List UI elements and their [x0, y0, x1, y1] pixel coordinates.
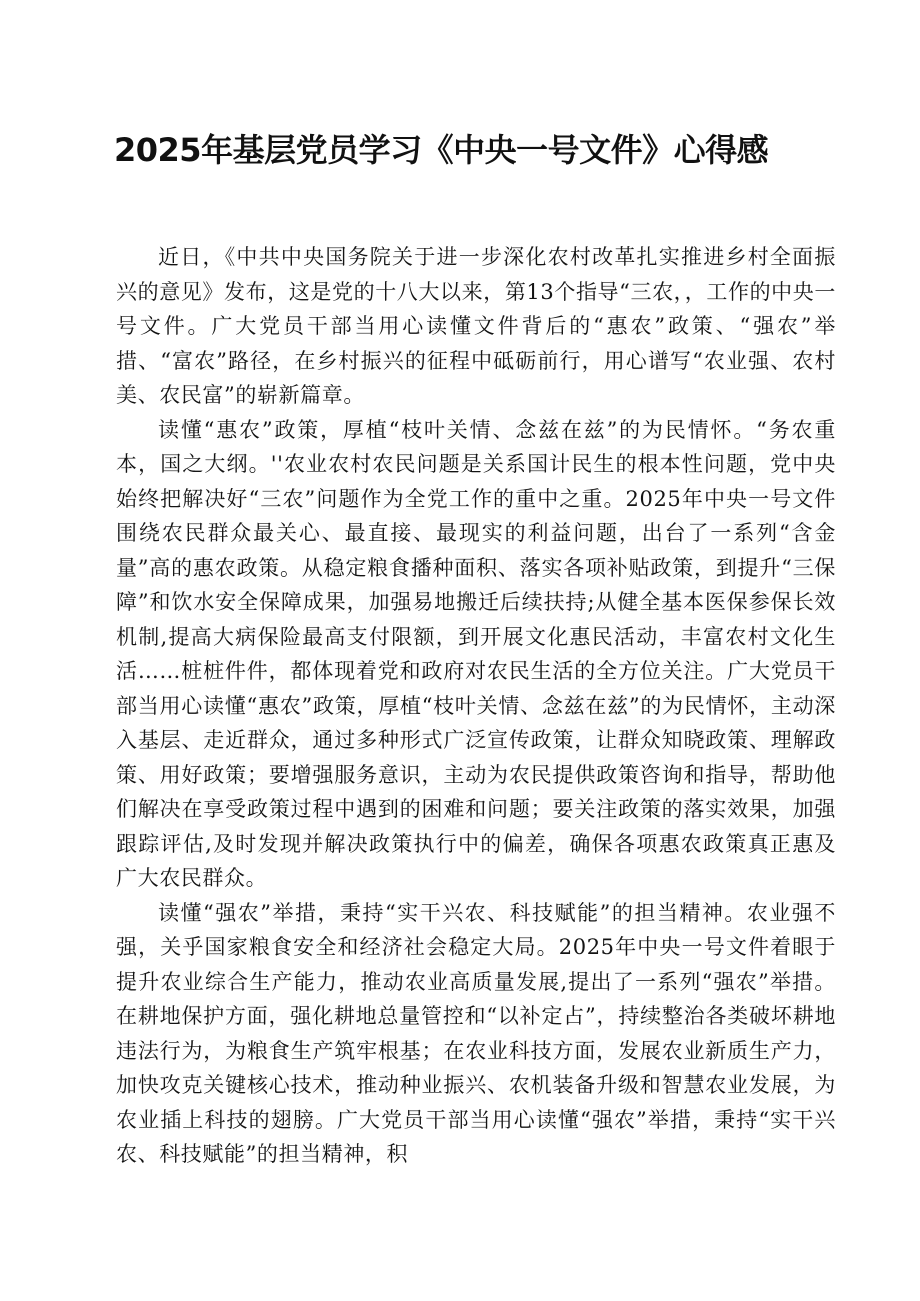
document-title: 2025年基层党员学习《中央一号文件》心得感: [114, 131, 769, 169]
document-body: [116, 240, 836, 1172]
paragraph-huinong: 读懂“惠农”政策，厚植“枝叶关情、念兹在兹”的为民情怀。“务农重本，国之大纲。''农业农村农民问题是关系国计民生的根本性问题，党中央始终把解决好“三农”问题作为全党工作的重中之重。2025年中央一号文件围绕农民群众最关心、最直接、最现实的利益问题，出台了一系列“含金量”高的惠农政策。从稳定粮食播种面积、落实各项补贴政策，到提升“三保障”和饮水安全保障成果，加强易地搬迁后续扶持;从健全基本医保参保长效机制,提高大病保险最高支付限额，到开展文化惠民活动，丰富农村文化生活……桩桩件件，都体现着党和政府对农民生活的全方位关注。广大党员干部当用心读懂“惠农”政策，厚植“枝叶关情、念兹在兹”的为民情怀，主动深入基层、走近群众，通过多种形式广泛宣传政策，让群众知晓政策、理解政策、用好政策；要增强服务意识，主动为农民提供政策咨询和指导，帮助他们解决在享受政策过程中遇到的困难和问题；要关注政策的落实效果，加强跟踪评估,及时发现并解决政策执行中的偏差，确保各项惠农政策真正惠及广大农民群众。: [116, 417, 836, 890]
paragraph-intro: 近日，《中共中央国务院关于进一步深化农村改革扎实推进乡村全面振兴的意见》发布，这是党的十八大以来，第13个指导“三农，，工作的中央一号文件。广大党员干部当用心读懂文件背后的“惠农”政策、“强农”举措、“富农”路径，在乡村振兴的征程中砥砺前行，用心谱写“农业强、农村美、农民富”的崭新篇章。: [116, 245, 836, 407]
paragraph-qiangnong: 读懂“强农”举措，秉持“实干兴农、科技赋能”的担当精神。农业强不强，关乎国家粮食安全和经济社会稳定大局。2025年中央一号文件着眼于提升农业综合生产能力，推动农业高质量发展,提出了一系列“强农”举措。在耕地保护方面，强化耕地总量管控和“以补定占”，持续整治各类破坏耕地违法行为，为粮食生产筑牢根基；在农业科技方面，发展农业新质生产力，加快攻克关键核心技术，推动种业振兴、农机装备升级和智慧农业发展，为农业插上科技的翅膀。广大党员干部当用心读懂“强农”举措，秉持“实干兴农、科技赋能”的担当精神，积: [116, 900, 836, 1166]
